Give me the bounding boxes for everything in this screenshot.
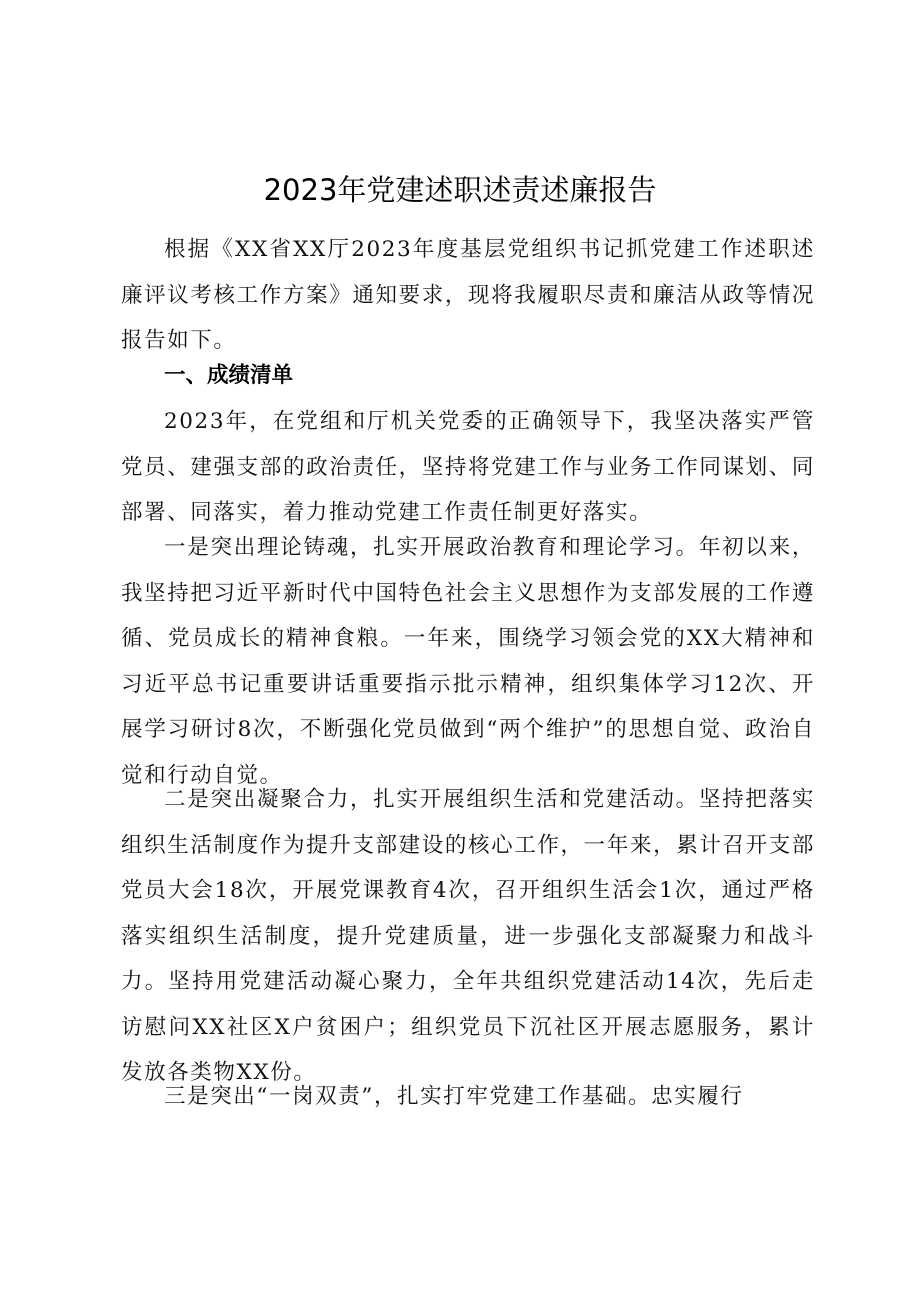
body-paragraph: 一是突出理论铸魂，扎实开展政治教育和理论学习。年初以来，我坚持把习近平新时代中国特色社会主义思想作为支部发展的工作遵循、党员成长的精神食粮。一年来，围绕学习领会党的XX大精神和习近平总书记重要讲话重要指示批示精神，组织集体学习12次、开展学习研讨8次，不断强化党员做到“两个维护”的思想自觉、政治自觉和行动自觉。 [121,535,815,788]
body-paragraph: 三是突出“一岗双责”，扎实打牢党建工作基础。忠实履行 [164,1084,744,1109]
body-paragraph: 2023年，在党组和厅机关党委的正确领导下，我坚决落实严管党员、建强支部的政治责任，坚持将党建工作与业务工作同谋划、同部署、同落实，着力推动党建工作责任制更好落实。 [121,409,815,525]
section-heading: 一、成绩清单 [164,363,294,388]
intro-paragraph: 根据《XX省XX厅2023年度基层党组织书记抓党建工作述职述廉评议考核工作方案》通知要求，现将我履职尽责和廉洁从政等情况报告如下。 [121,237,815,353]
body-paragraph: 二是突出凝聚合力，扎实开展组织生活和党建活动。坚持把落实组织生活制度作为提升支部建设的核心工作，一年来，累计召开支部党员大会18次，开展党课教育4次，召开组织生活会1次，通过严格落实组织生活制度，提升党建质量，进一步强化支部凝聚力和战斗力。坚持用党建活动凝心聚力，全年共组织党建活动14次，先后走访慰问XX社区X户贫困户；组织党员下沉社区开展志愿服务，累计发放各类物XX份。 [121,787,815,1085]
document-title: 2023年党建述职述责述廉报告 [263,173,657,207]
